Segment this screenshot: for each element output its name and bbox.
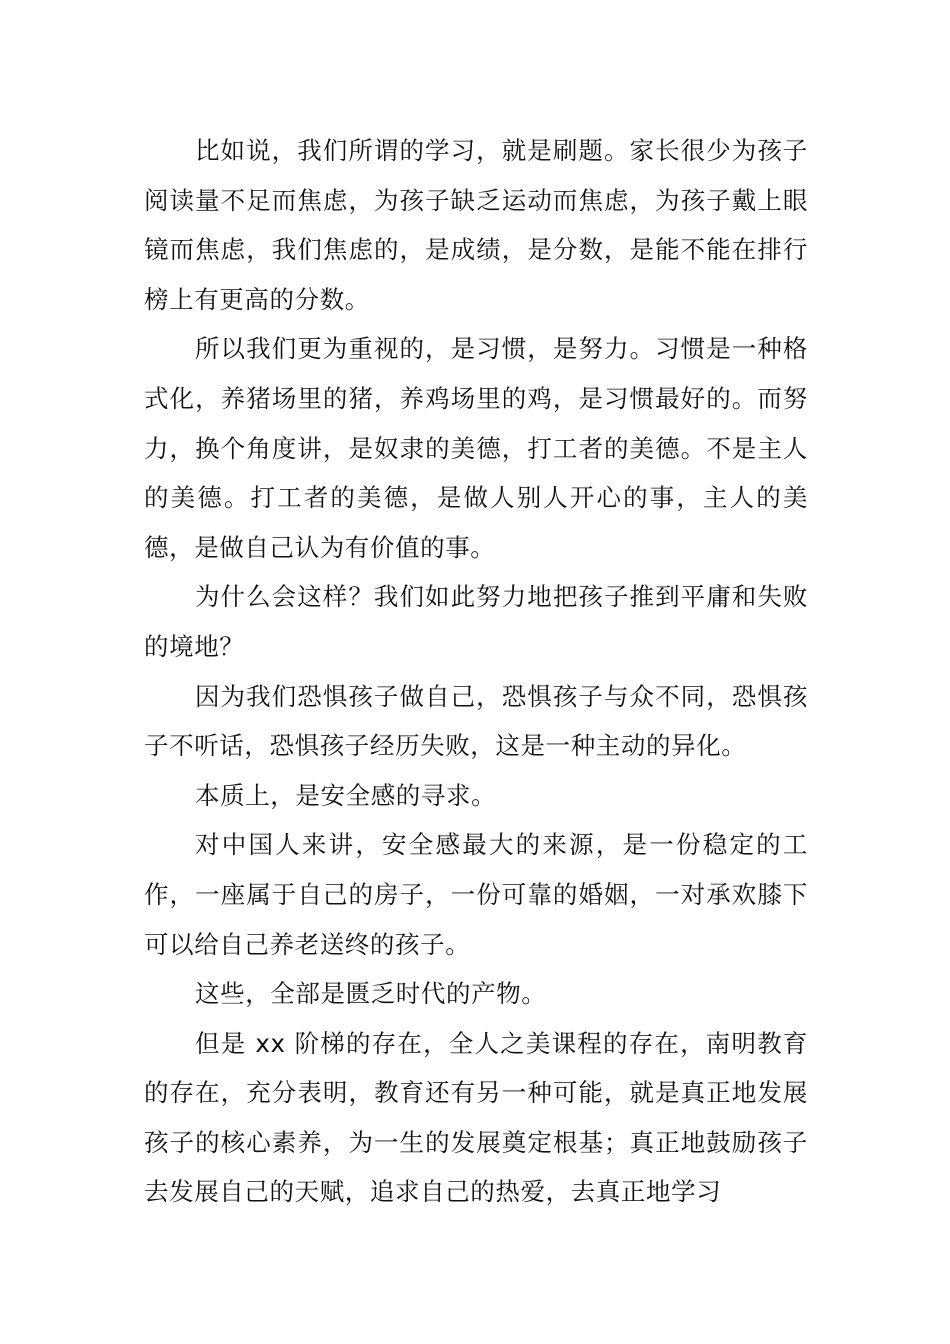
paragraph-8: 但是 xx 阶梯的存在，全人之美课程的存在，南明教育的存在，充分表明，教育还有另一种可能，就是真正地发展孩子的核心素养，为一生的发展奠定根基；真正地鼓励孩子去发展自己的天赋，追求自己的热爱，去真正地学习 xyxy=(144,1028,808,1207)
paragraph-1: 比如说，我们所谓的学习，就是刷题。家长很少为孩子阅读量不足而焦虑，为孩子缺乏运动而焦虑，为孩子戴上眼镜而焦虑，我们焦虑的，是成绩，是分数，是能不能在排行榜上有更高的分数。 xyxy=(144,136,808,314)
paragraph-6: 对中国人来讲，安全感最大的来源，是一份稳定的工作，一座属于自己的房子，一份可靠的婚姻，一对承欢膝下可以给自己养老送终的孩子。 xyxy=(144,830,808,959)
paragraph-5: 本质上，是安全感的寻求。 xyxy=(195,780,497,810)
paragraph-2: 所以我们更为重视的，是习惯，是努力。习惯是一种格式化，养猪场里的猪，养鸡场里的鸡，是习惯最好的。而努力，换个角度讲，是奴隶的美德，打工者的美德。不是主人的美德。打工者的美德，是做人别人开心的事，主人的美德，是做自己认为有价值的事。 xyxy=(144,334,808,562)
document-body xyxy=(144,126,808,1217)
paragraph-7: 这些，全部是匮乏时代的产物。 xyxy=(195,979,547,1009)
paragraph-3: 为什么会这样？我们如此努力地把孩子推到平庸和失败的境地？ xyxy=(144,582,808,661)
paragraph-4: 因为我们恐惧孩子做自己，恐惧孩子与众不同，恐惧孩子不听话，恐惧孩子经历失败，这是一种主动的异化。 xyxy=(144,681,808,761)
